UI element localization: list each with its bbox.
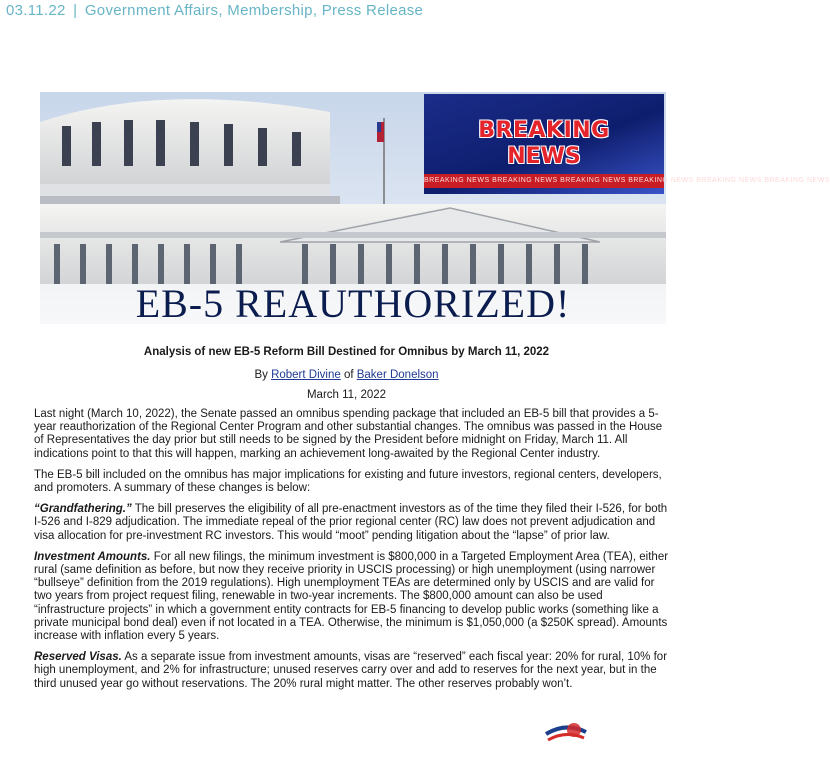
breaking-news-graphic — [424, 94, 830, 194]
paragraph-investment-amounts: Investment Amounts. For all new filings, the minimum investment is $800,000 in a Targeted Employment Area (TEA), either rural (same definition as before, but now they receive priority in USCIS processing) or high unemployment (using narrower “bullseye” definition from the 2019 regulations). High unemployment TEAs are determined only by USCIS and are valid for two years from project request filing, renewable in two-year increments. The $800,000 amount can also be used “infrastructure projects” in which a government entity contracts for EB-5 financing to develop public works (something like a private municipal bond deal) even if not located in a TEA. Otherwise, the minimum is $1,050,000 (a $250K spread). Amounts increase with inflation every 5 years. — [34, 550, 669, 643]
hero-banner-image — [40, 92, 830, 326]
category-link-press-release[interactable]: Press Release — [321, 2, 424, 19]
paragraph-lead: Investment Amounts. — [34, 550, 151, 563]
paragraph-lead: Reserved Visas. — [34, 651, 122, 664]
author-link[interactable]: Robert Divine — [271, 369, 341, 381]
meta-separator: | — [73, 2, 78, 19]
paragraph-grandfathering: “Grandfathering.” The bill preserves the eligibility of all pre-enactment investors as of the time they filed their I-526, for both I-526 and I-829 adjudication. The immediate repeal of the prior regional center (RC) law does not prevent adjudication and visa allocation for pre-investment RC investors. This would “moot” pending litigation about the “lapse” of prior law. — [34, 503, 668, 542]
firm-link[interactable]: Baker Donelson — [356, 369, 439, 381]
article-body — [34, 408, 674, 699]
article-date: March 11, 2022 — [306, 389, 387, 401]
news-ticker: BREAKING NEWS BREAKING NEWS BREAKING NEWS BREAKING NEWS BREAKING NEWS BREAKING NEWS — [424, 174, 664, 188]
breaking-news-line1: BREAKING — [478, 118, 610, 143]
paragraph-reserved-visas: Reserved Visas. As a separate issue from investment amounts, visas are “reserved” each fiscal year: 20% for rural, 10% for high unemployment, and 2% for infrastructure; unused reserves carry over and add to reserves for the next year, but in the third unused year go without reservations. The 20% rural might matter. The other reserves probably won’t. — [34, 651, 668, 690]
category-link-government-affairs[interactable]: Government Affairs — [84, 2, 219, 19]
paragraph: The EB-5 bill included on the omnibus has major implications for existing and future investors, regional centers, developers, and promoters. A summary of these changes is below: — [34, 468, 662, 495]
paragraph-lead: “Grandfathering.” — [34, 503, 132, 516]
post-date: 03.11.22 — [6, 2, 66, 19]
article-byline — [0, 369, 693, 381]
byline-by: By — [254, 369, 268, 381]
paragraph: Last night (March 10, 2022), the Senate passed an omnibus spending package that included an EB-5 bill that provides a 5-year reauthorization of the Regional Center Program and other substantial changes. The omnibus was passed in the House of Representatives the day prior but still needs to be signed by the President before midnight on Friday, March 11. All indications point to that this will happen, marking an achievement long-awaited by the Regional Center industry. — [34, 408, 663, 460]
watermark-logo-icon — [542, 716, 590, 750]
byline-of: of — [343, 369, 354, 381]
breaking-news-line2: NEWS — [507, 144, 581, 169]
banner-title: EB-5 REAUTHORIZED! — [40, 284, 666, 324]
article-title: Analysis of new EB-5 Reform Bill Destined for Omnibus by March 11, 2022 — [143, 346, 550, 358]
category-link-membership[interactable]: Membership — [227, 2, 313, 19]
post-meta: 03.11.22 | Government Affairs, Membership, Press Release — [6, 2, 424, 19]
